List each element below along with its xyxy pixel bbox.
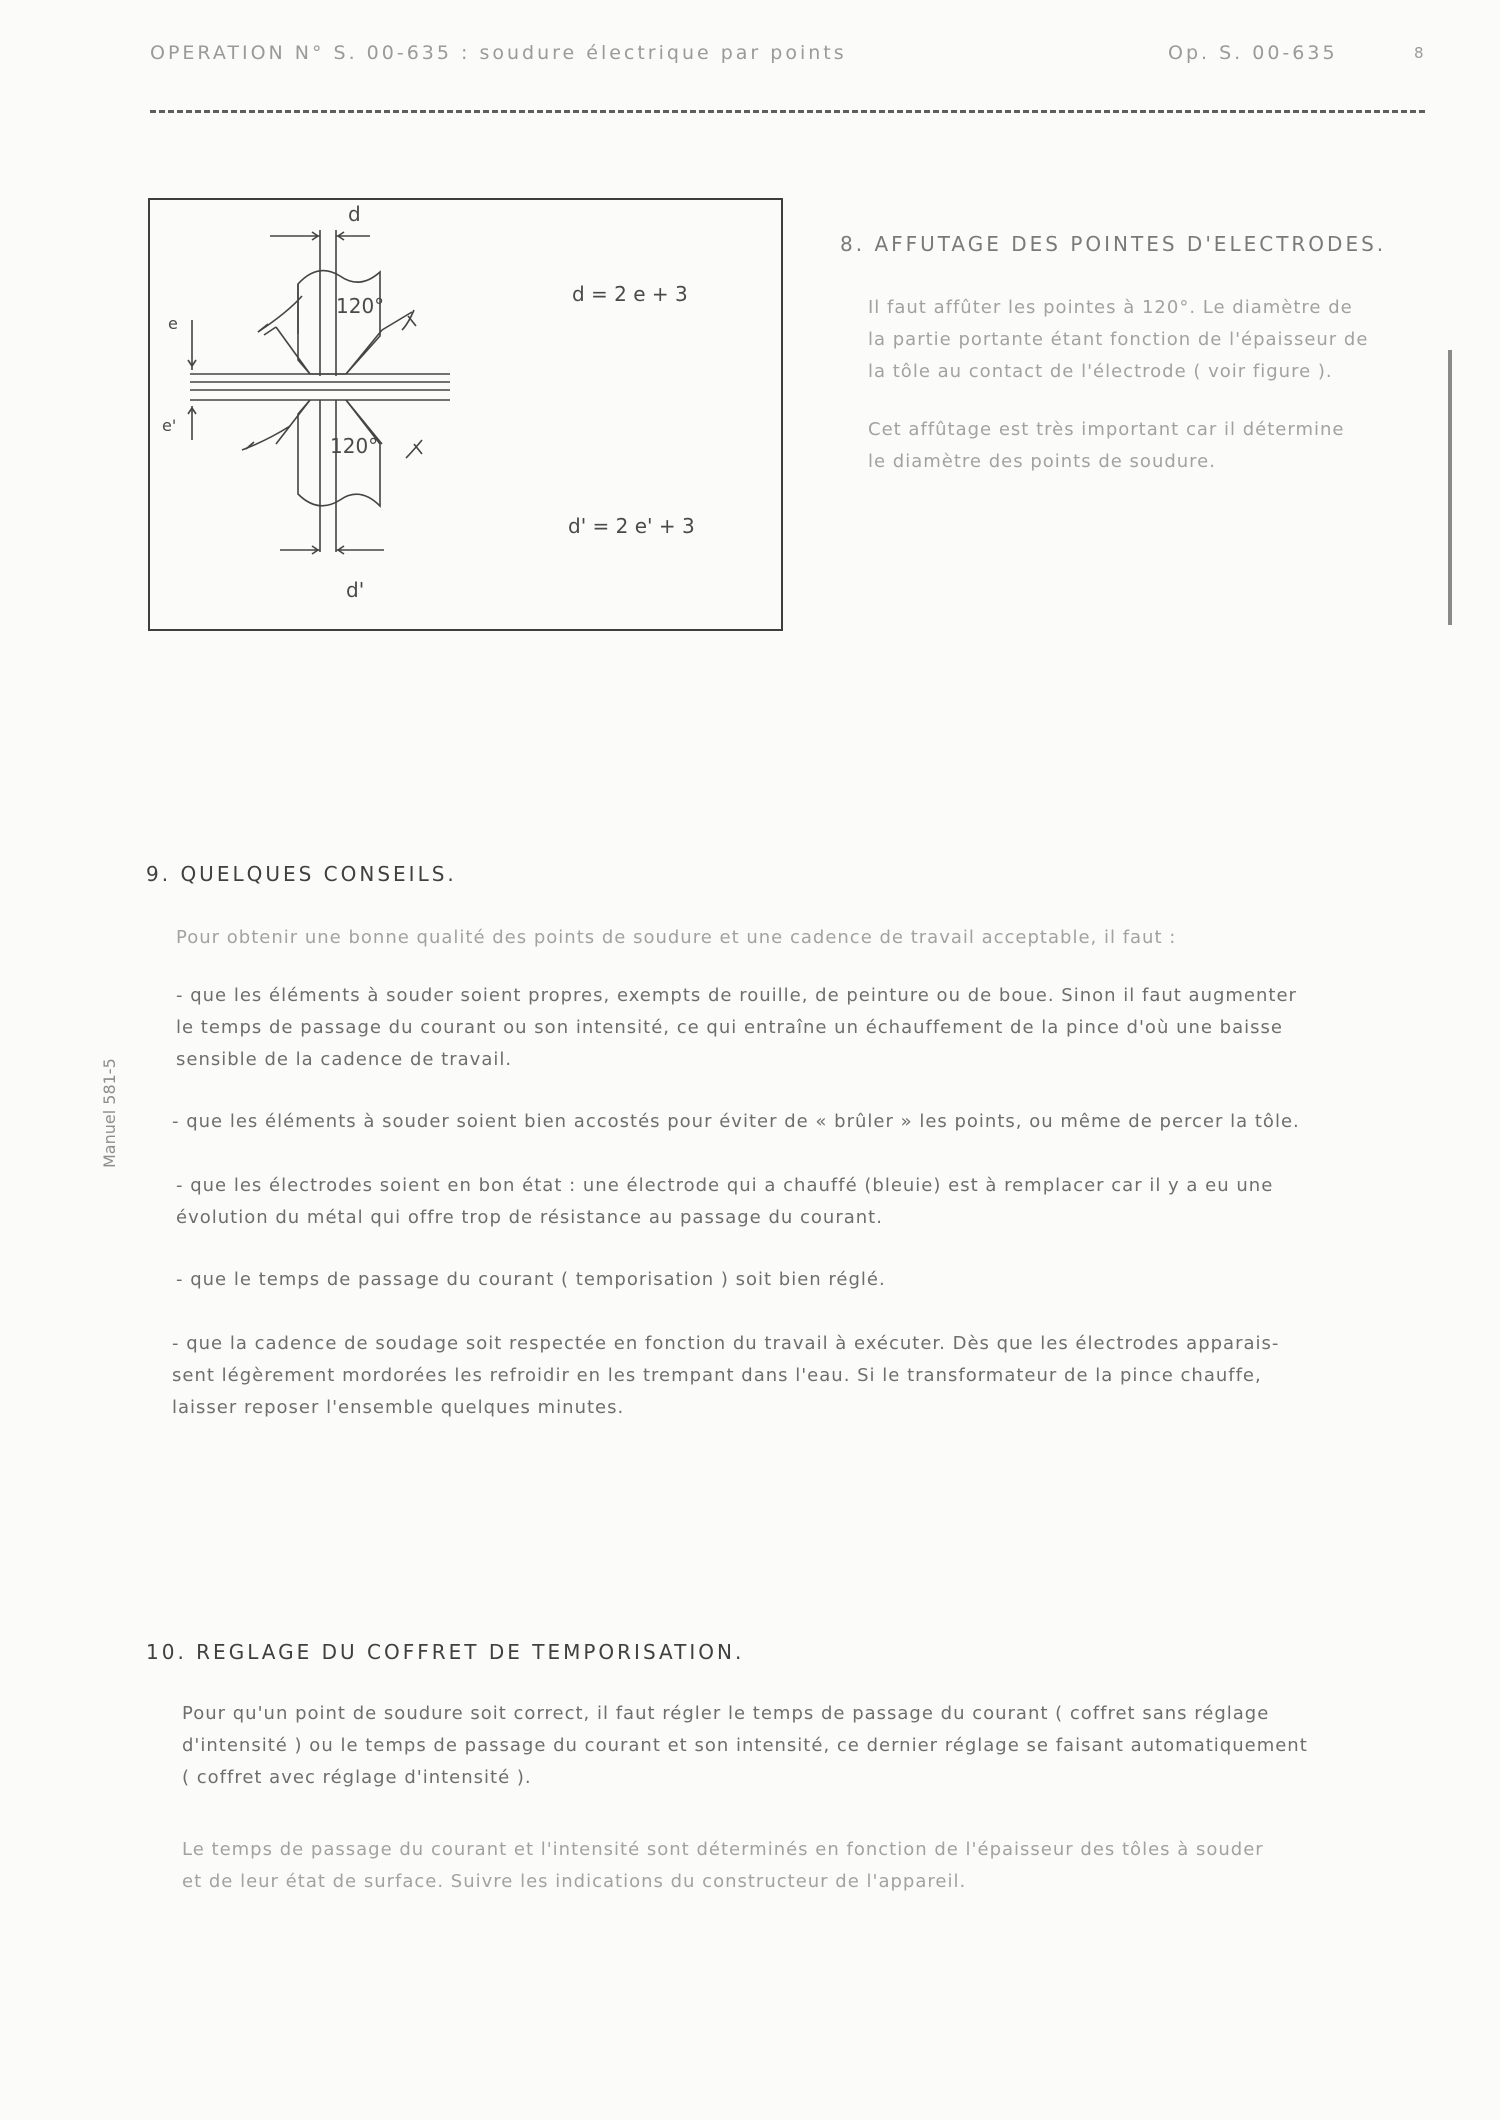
section-10-p1-line: Pour qu'un point de soudure soit correct, il faut régler le temps de passage du courant ( coffret sans réglage bbox=[182, 1703, 1270, 1724]
section-9-item-line: sensible de la cadence de travail. bbox=[176, 1049, 513, 1070]
section-9-item bbox=[176, 980, 1416, 1076]
formula-top: d = 2 e + 3 bbox=[572, 282, 688, 306]
section-9-item-line: le temps de passage du courant ou son intensité, ce qui entraîne un échauffement de la pince d'où une baisse bbox=[176, 1017, 1283, 1038]
section-9-intro: Pour obtenir une bonne qualité des points de soudure et une cadence de travail acceptable, il faut : bbox=[176, 927, 1177, 948]
section-9-item-line: évolution du métal qui offre trop de résistance au passage du courant. bbox=[176, 1207, 883, 1228]
section-9-item-line: laisser reposer l'ensemble quelques minutes. bbox=[172, 1397, 625, 1418]
section-9-item-line: - que la cadence de soudage soit respectée en fonction du travail à exécuter. Dès que les électrodes apparais- bbox=[172, 1333, 1280, 1354]
section-8-p2-line: le diamètre des points de soudure. bbox=[868, 451, 1216, 472]
header-rule bbox=[150, 110, 1425, 113]
angle-top-label: 120° bbox=[336, 294, 385, 318]
section-9-item-line: sent légèrement mordorées les refroidir en les trempant dans l'eau. Si le transformateur de la pince chauffe, bbox=[172, 1365, 1262, 1386]
electrode-diagram bbox=[150, 200, 781, 629]
section-8-p1-line: la partie portante étant fonction de l'épaisseur de bbox=[868, 329, 1369, 350]
header-page-mark: 8 bbox=[1414, 44, 1427, 62]
section-8-p1-line: la tôle au contact de l'électrode ( voir figure ). bbox=[868, 361, 1333, 382]
section-9-item-line: - que les éléments à souder soient propres, exempts de rouille, de peinture ou de boue. Sinon il faut augmenter bbox=[176, 985, 1297, 1006]
section-9-heading: 9. QUELQUES CONSEILS. bbox=[146, 862, 457, 886]
section-9-item-line: - que les éléments à souder soient bien accostés pour éviter de « brûler » les points, ou même de percer la tôle. bbox=[172, 1111, 1300, 1132]
section-8-paragraph-1 bbox=[868, 292, 1428, 388]
electrode-figure bbox=[148, 198, 783, 631]
section-8-heading: 8. AFFUTAGE DES POINTES D'ELECTRODES. bbox=[840, 232, 1387, 256]
section-8-paragraph-2 bbox=[868, 414, 1428, 478]
section-9-item bbox=[172, 1328, 1412, 1424]
section-9-item-line: - que le temps de passage du courant ( temporisation ) soit bien réglé. bbox=[176, 1269, 886, 1290]
section-9-item bbox=[176, 1264, 1416, 1296]
section-10-p1-line: d'intensité ) ou le temps de passage du courant et son intensité, ce dernier réglage se faisant automatiquement bbox=[182, 1735, 1308, 1756]
section-10-paragraph-1 bbox=[182, 1698, 1422, 1794]
section-10-heading: 10. REGLAGE DU COFFRET DE TEMPORISATION. bbox=[146, 1640, 745, 1664]
label-e-prime: e' bbox=[162, 416, 177, 435]
header-right-text: Op. S. 00-635 bbox=[1168, 42, 1338, 64]
label-d-prime: d' bbox=[346, 578, 365, 602]
label-e: e bbox=[168, 314, 178, 333]
section-9-item-line: - que les électrodes soient en bon état : une électrode qui a chauffé (bleuie) est à remplacer car il y a eu une bbox=[176, 1175, 1274, 1196]
section-10-paragraph-2 bbox=[182, 1834, 1422, 1898]
angle-bottom-label: 120° bbox=[330, 434, 379, 458]
section-9-item bbox=[172, 1106, 1412, 1138]
label-d: d bbox=[348, 202, 361, 226]
section-8-p2-line: Cet affûtage est très important car il détermine bbox=[868, 419, 1345, 440]
formula-bottom: d' = 2 e' + 3 bbox=[568, 514, 695, 538]
section-10-p1-line: ( coffret avec réglage d'intensité ). bbox=[182, 1767, 532, 1788]
section-9-item bbox=[176, 1170, 1416, 1234]
side-label: Manuel 581-5 bbox=[100, 1058, 119, 1168]
margin-bar bbox=[1448, 350, 1452, 625]
section-10-p2-line: Le temps de passage du courant et l'intensité sont déterminés en fonction de l'épaisseur des tôles à souder bbox=[182, 1839, 1264, 1860]
section-10-p2-line: et de leur état de surface. Suivre les indications du constructeur de l'appareil. bbox=[182, 1871, 967, 1892]
header-left-text: OPERATION N° S. 00-635 : soudure électrique par points bbox=[150, 42, 847, 64]
section-8-p1-line: Il faut affûter les pointes à 120°. Le diamètre de bbox=[868, 297, 1353, 318]
